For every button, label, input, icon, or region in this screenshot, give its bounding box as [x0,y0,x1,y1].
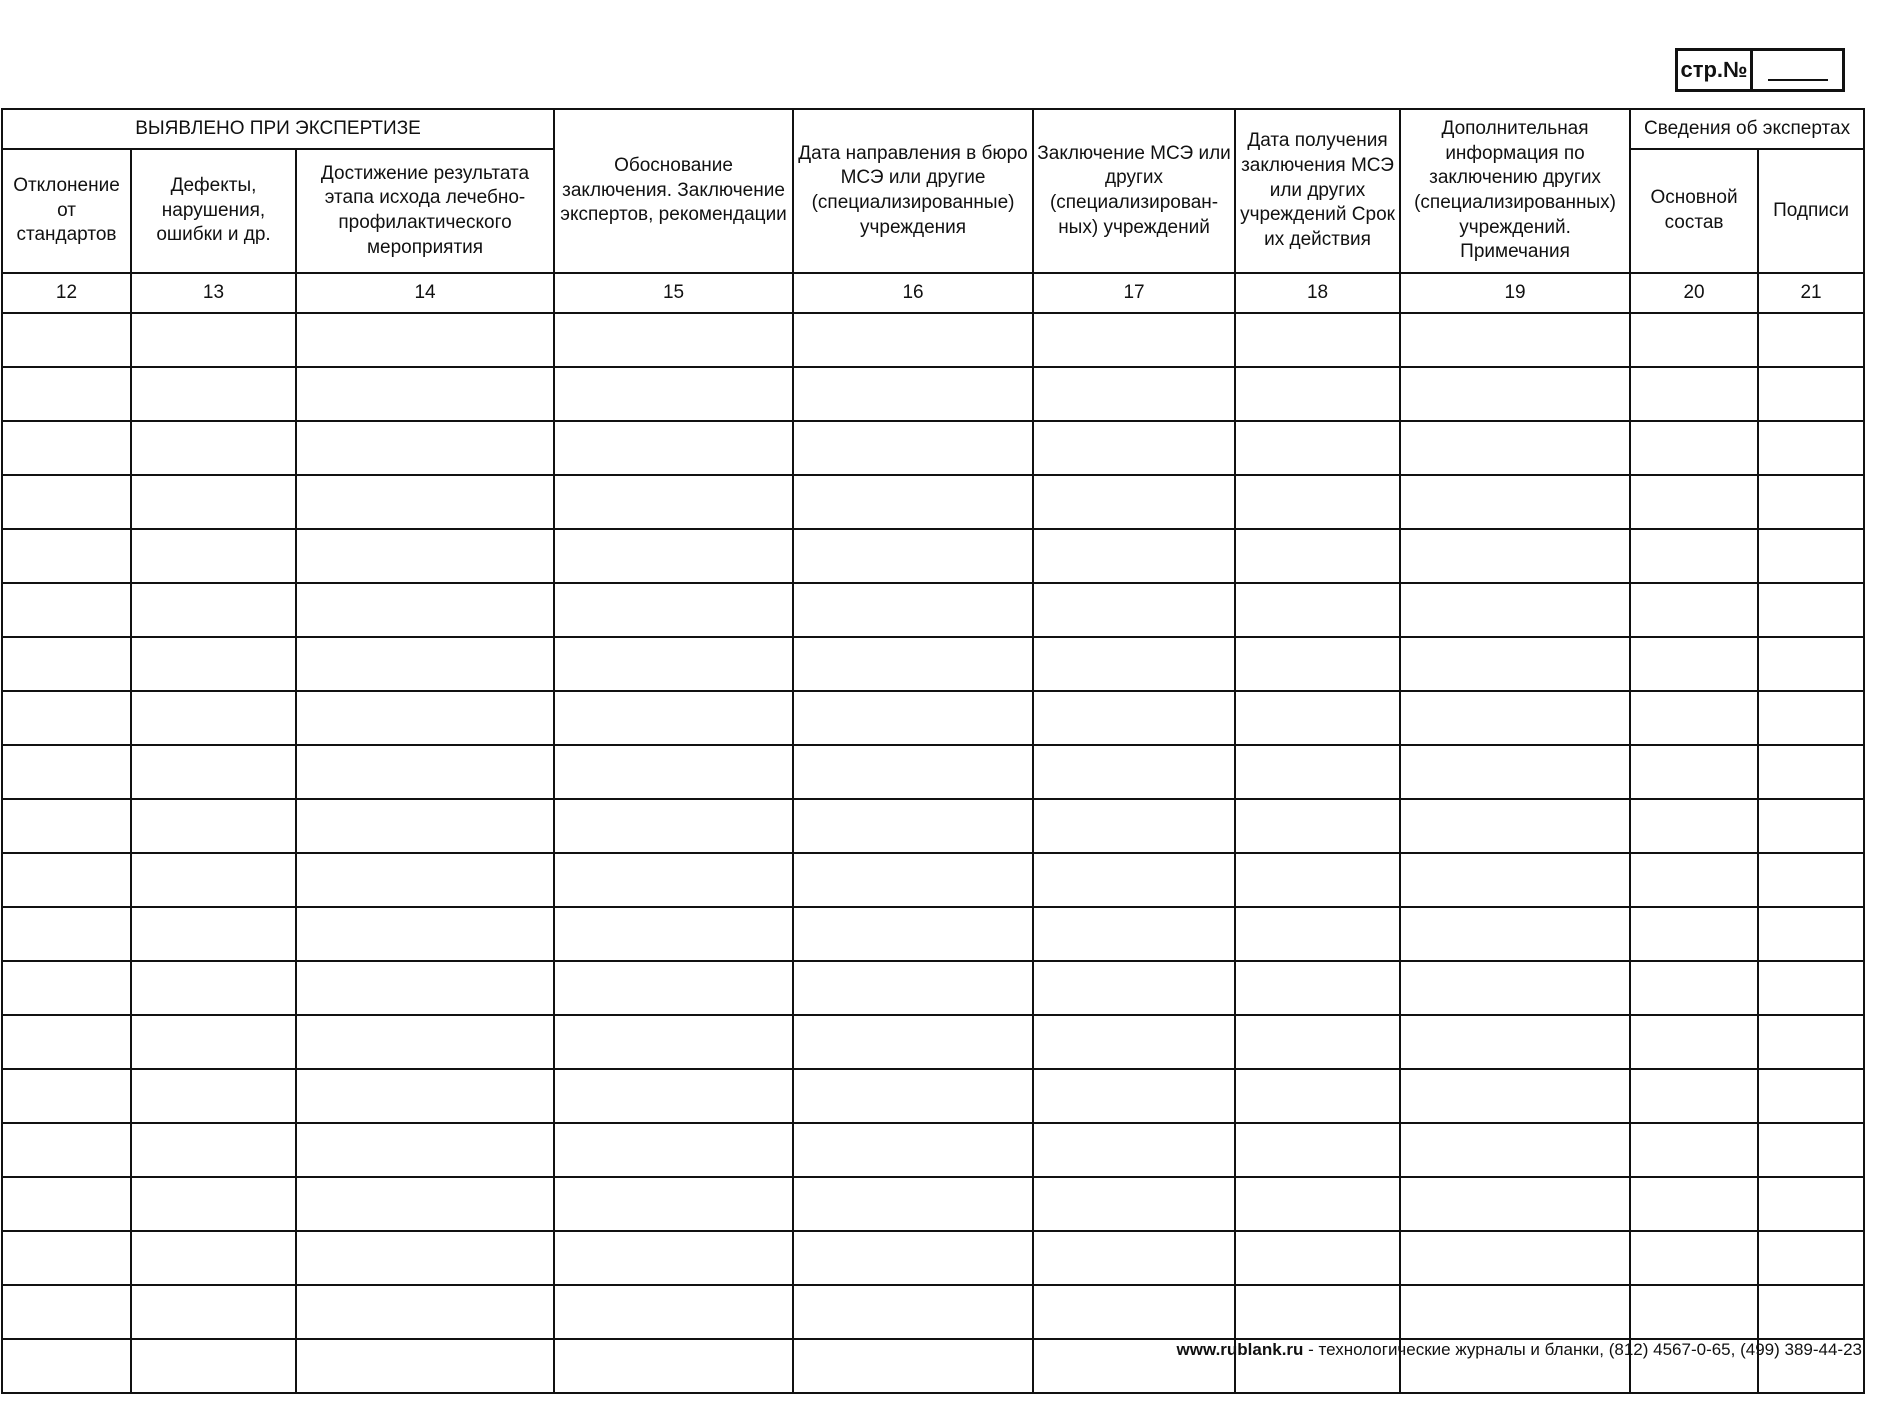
table-cell[interactable] [554,1177,793,1231]
table-cell[interactable] [793,1069,1033,1123]
table-cell[interactable] [2,313,131,367]
table-cell[interactable] [554,691,793,745]
table-cell[interactable] [1630,1231,1758,1285]
table-cell[interactable] [793,313,1033,367]
expertise-journal-table [1,108,1865,1394]
table-row [2,1231,1864,1285]
table-cell[interactable] [296,313,554,367]
table-cell[interactable] [554,1231,793,1285]
column-header-15: Обоснование заключения. Заключение экспертов, рекомендации [554,109,793,273]
table-cell[interactable] [1758,1285,1864,1339]
table-cell[interactable] [1400,637,1630,691]
table-cell[interactable] [296,961,554,1015]
table-cell[interactable] [131,1123,296,1177]
table-cell[interactable] [1400,421,1630,475]
column-header-20: Основной состав [1630,149,1758,273]
table-cell[interactable] [793,1015,1033,1069]
table-cell[interactable] [131,637,296,691]
table-cell[interactable] [2,367,131,421]
table-cell[interactable] [131,529,296,583]
column-number: 13 [131,273,296,313]
table-cell[interactable] [2,529,131,583]
table-cell[interactable] [1033,421,1235,475]
table-cell[interactable] [554,1285,793,1339]
column-header-12: Отклонение от стандартов [2,149,131,273]
table-cell[interactable] [296,1231,554,1285]
column-header-18: Дата получения заключения МСЭ или других учреждений Срок их действия [1235,109,1400,273]
table-cell[interactable] [793,1231,1033,1285]
table-cell[interactable] [793,421,1033,475]
table-cell[interactable] [1758,799,1864,853]
table-cell[interactable] [1400,799,1630,853]
table-cell[interactable] [1033,1285,1235,1339]
table-cell[interactable] [1758,1177,1864,1231]
table-cell[interactable] [554,961,793,1015]
table-cell[interactable] [1630,637,1758,691]
page-number-label: стр.№ [1678,51,1753,89]
column-number: 12 [2,273,131,313]
table-cell[interactable] [1400,1285,1630,1339]
table-cell[interactable] [1758,691,1864,745]
table-cell[interactable] [1630,1177,1758,1231]
table-cell[interactable] [1235,961,1400,1015]
table-cell[interactable] [1235,421,1400,475]
table-cell[interactable] [2,1069,131,1123]
table-cell[interactable] [296,691,554,745]
table-cell[interactable] [1630,421,1758,475]
table-cell[interactable] [554,907,793,961]
table-cell[interactable] [1758,1015,1864,1069]
table-cell[interactable] [2,691,131,745]
column-number: 15 [554,273,793,313]
table-cell[interactable] [1235,799,1400,853]
table-cell[interactable] [554,1015,793,1069]
table-cell[interactable] [1630,799,1758,853]
table-row [2,745,1864,799]
table-cell[interactable] [2,745,131,799]
table-cell[interactable] [2,853,131,907]
table-row [2,475,1864,529]
table-row [2,529,1864,583]
table-cell[interactable] [2,1339,131,1393]
table-cell[interactable] [1033,1231,1235,1285]
table-cell[interactable] [1235,475,1400,529]
table-cell[interactable] [1630,529,1758,583]
table-cell[interactable] [793,583,1033,637]
table-cell[interactable] [1758,313,1864,367]
table-cell[interactable] [1758,583,1864,637]
table-cell[interactable] [1235,529,1400,583]
table-cell[interactable] [793,745,1033,799]
table-cell[interactable] [1400,583,1630,637]
table-cell[interactable] [1235,1231,1400,1285]
column-number: 20 [1630,273,1758,313]
table-row [2,907,1864,961]
table-cell[interactable] [2,637,131,691]
table-cell[interactable] [296,853,554,907]
table-cell[interactable] [793,853,1033,907]
table-cell[interactable] [131,1015,296,1069]
table-cell[interactable] [1630,1123,1758,1177]
column-numbers-row [2,273,1864,313]
page-number-field[interactable] [1753,51,1842,89]
table-cell[interactable] [1235,907,1400,961]
table-cell[interactable] [296,1177,554,1231]
table-cell[interactable] [1400,907,1630,961]
table-cell[interactable] [1235,1285,1400,1339]
table-cell[interactable] [2,907,131,961]
table-cell[interactable] [1235,691,1400,745]
table-cell[interactable] [1630,691,1758,745]
table-cell[interactable] [1235,1015,1400,1069]
table-cell[interactable] [1630,961,1758,1015]
table-cell[interactable] [296,1069,554,1123]
table-cell[interactable] [793,475,1033,529]
table-cell[interactable] [1400,1177,1630,1231]
table-cell[interactable] [1033,1015,1235,1069]
table-cell[interactable] [1033,1069,1235,1123]
table-cell[interactable] [1235,313,1400,367]
table-cell[interactable] [131,961,296,1015]
table-cell[interactable] [554,1339,793,1393]
footer-site-link[interactable]: www.rublank.ru [1176,1340,1304,1359]
table-cell[interactable] [1400,961,1630,1015]
group-header-identified: ВЫЯВЛЕНО ПРИ ЭКСПЕРТИЗЕ [2,109,554,149]
table-cell[interactable] [296,1015,554,1069]
table-cell[interactable] [1033,529,1235,583]
table-cell[interactable] [131,853,296,907]
table-cell[interactable] [131,313,296,367]
table-cell[interactable] [2,1177,131,1231]
table-cell[interactable] [554,475,793,529]
column-header-13: Дефекты, нарушения, ошибки и др. [131,149,296,273]
table-cell[interactable] [1400,745,1630,799]
column-header-17: Заключение МСЭ или других (специализирован-ных) учреждений [1033,109,1235,273]
table-cell[interactable] [1758,1069,1864,1123]
table-cell[interactable] [1400,1123,1630,1177]
table-cell[interactable] [131,907,296,961]
table-row [2,421,1864,475]
column-header-21: Подписи [1758,149,1864,273]
table-cell[interactable] [1235,745,1400,799]
table-cell[interactable] [296,1339,554,1393]
table-cell[interactable] [1630,313,1758,367]
table-cell[interactable] [296,745,554,799]
table-cell[interactable] [1400,691,1630,745]
table-row [2,1123,1864,1177]
table-cell[interactable] [793,961,1033,1015]
column-header-19: Дополнительная информация по заключению других (специализированных) учреждений. Примечания [1400,109,1630,273]
table-cell[interactable] [296,583,554,637]
footer [1177,1340,1862,1360]
table-cell[interactable] [554,367,793,421]
column-number: 14 [296,273,554,313]
table-cell[interactable] [1400,313,1630,367]
page-number-underline [1768,79,1828,81]
table-cell[interactable] [2,961,131,1015]
table-cell[interactable] [793,637,1033,691]
table-row [2,853,1864,907]
table-cell[interactable] [1758,907,1864,961]
table-cell[interactable] [131,367,296,421]
table-cell[interactable] [1630,367,1758,421]
table-cell[interactable] [296,475,554,529]
table-row [2,313,1864,367]
table-row [2,583,1864,637]
table-cell[interactable] [131,1231,296,1285]
table-cell[interactable] [296,907,554,961]
table-cell[interactable] [1033,799,1235,853]
table-cell[interactable] [1758,529,1864,583]
table-cell[interactable] [1235,853,1400,907]
column-number: 17 [1033,273,1235,313]
table-cell[interactable] [1033,853,1235,907]
table-cell[interactable] [1630,475,1758,529]
column-number: 21 [1758,273,1864,313]
table-cell[interactable] [1758,1123,1864,1177]
table-cell[interactable] [1033,691,1235,745]
table-cell[interactable] [2,1285,131,1339]
table-cell[interactable] [1630,1069,1758,1123]
table-cell[interactable] [1033,961,1235,1015]
table-cell[interactable] [131,691,296,745]
table-cell[interactable] [1400,1069,1630,1123]
table-cell[interactable] [2,421,131,475]
table-cell[interactable] [793,907,1033,961]
table-cell[interactable] [2,799,131,853]
table-cell[interactable] [1400,1231,1630,1285]
table-cell[interactable] [1033,583,1235,637]
table-cell[interactable] [554,637,793,691]
table-cell[interactable] [793,529,1033,583]
table-cell[interactable] [131,583,296,637]
table-cell[interactable] [296,799,554,853]
table-cell[interactable] [296,367,554,421]
table-cell[interactable] [1758,421,1864,475]
table-cell[interactable] [1758,367,1864,421]
table-cell[interactable] [131,1339,296,1393]
group-header-experts: Сведения об экспертах [1630,109,1864,149]
table-cell[interactable] [1033,313,1235,367]
table-cell[interactable] [1400,529,1630,583]
table-cell[interactable] [2,1015,131,1069]
table-cell[interactable] [793,1123,1033,1177]
table-cell[interactable] [296,529,554,583]
table-cell[interactable] [793,1339,1033,1393]
table-cell[interactable] [1033,907,1235,961]
table-row [2,1015,1864,1069]
table-cell[interactable] [1033,475,1235,529]
table-cell[interactable] [554,313,793,367]
column-number: 19 [1400,273,1630,313]
table-cell[interactable] [1033,1123,1235,1177]
table-cell[interactable] [1235,583,1400,637]
table-cell[interactable] [1758,637,1864,691]
table-cell[interactable] [1630,853,1758,907]
table-cell[interactable] [554,1069,793,1123]
page-number-box [1675,48,1845,92]
table-cell[interactable] [1400,475,1630,529]
table-cell[interactable] [1630,583,1758,637]
table-row [2,691,1864,745]
table-cell[interactable] [1400,853,1630,907]
table-cell[interactable] [554,1123,793,1177]
table-cell[interactable] [296,637,554,691]
table-row [2,637,1864,691]
table-cell[interactable] [793,799,1033,853]
table-cell[interactable] [793,367,1033,421]
table-cell[interactable] [1033,745,1235,799]
table-cell[interactable] [1235,367,1400,421]
table-cell[interactable] [1400,367,1630,421]
table-cell[interactable] [1235,637,1400,691]
table-cell[interactable] [554,745,793,799]
table-cell[interactable] [1758,1231,1864,1285]
table-cell[interactable] [554,583,793,637]
table-cell[interactable] [554,421,793,475]
table-cell[interactable] [1758,853,1864,907]
table-cell[interactable] [1630,1285,1758,1339]
table-cell[interactable] [1630,745,1758,799]
table-cell[interactable] [296,1285,554,1339]
table-row [2,367,1864,421]
table-cell[interactable] [554,853,793,907]
table-row [2,1177,1864,1231]
table-cell[interactable] [296,421,554,475]
table-row [2,1285,1864,1339]
table-cell[interactable] [1630,907,1758,961]
table-cell[interactable] [1235,1177,1400,1231]
table-row [2,1069,1864,1123]
table-cell[interactable] [1033,367,1235,421]
table-cell[interactable] [2,1231,131,1285]
table-row [2,799,1864,853]
table-row [2,961,1864,1015]
table-cell[interactable] [793,1177,1033,1231]
table-cell[interactable] [131,421,296,475]
table-cell[interactable] [793,1285,1033,1339]
table-cell[interactable] [131,475,296,529]
table-cell[interactable] [554,799,793,853]
footer-text: - технологические журналы и бланки, (812) 4567-0-65, (499) 389-44-23 [1303,1340,1862,1359]
table-cell[interactable] [1758,475,1864,529]
table-cell[interactable] [1235,1069,1400,1123]
table-cell[interactable] [131,1285,296,1339]
table-cell[interactable] [1758,745,1864,799]
table-body [2,313,1864,1393]
table-cell[interactable] [296,1123,554,1177]
table-cell[interactable] [1400,1015,1630,1069]
table-cell[interactable] [2,1123,131,1177]
column-header-16: Дата направления в бюро МСЭ или другие (специализированные) учреждения [793,109,1033,273]
column-header-14: Достижение результата этапа исхода лечебно-профилактического мероприятия [296,149,554,273]
column-number: 18 [1235,273,1400,313]
table-cell[interactable] [1235,1123,1400,1177]
table-cell[interactable] [2,475,131,529]
table-cell[interactable] [554,529,793,583]
table-cell[interactable] [793,691,1033,745]
table-cell[interactable] [131,799,296,853]
table-cell[interactable] [1033,637,1235,691]
table-cell[interactable] [131,1069,296,1123]
table-cell[interactable] [2,583,131,637]
table-cell[interactable] [1033,1177,1235,1231]
table-cell[interactable] [1630,1015,1758,1069]
table-cell[interactable] [131,745,296,799]
table-cell[interactable] [1758,961,1864,1015]
table-cell[interactable] [131,1177,296,1231]
column-number: 16 [793,273,1033,313]
